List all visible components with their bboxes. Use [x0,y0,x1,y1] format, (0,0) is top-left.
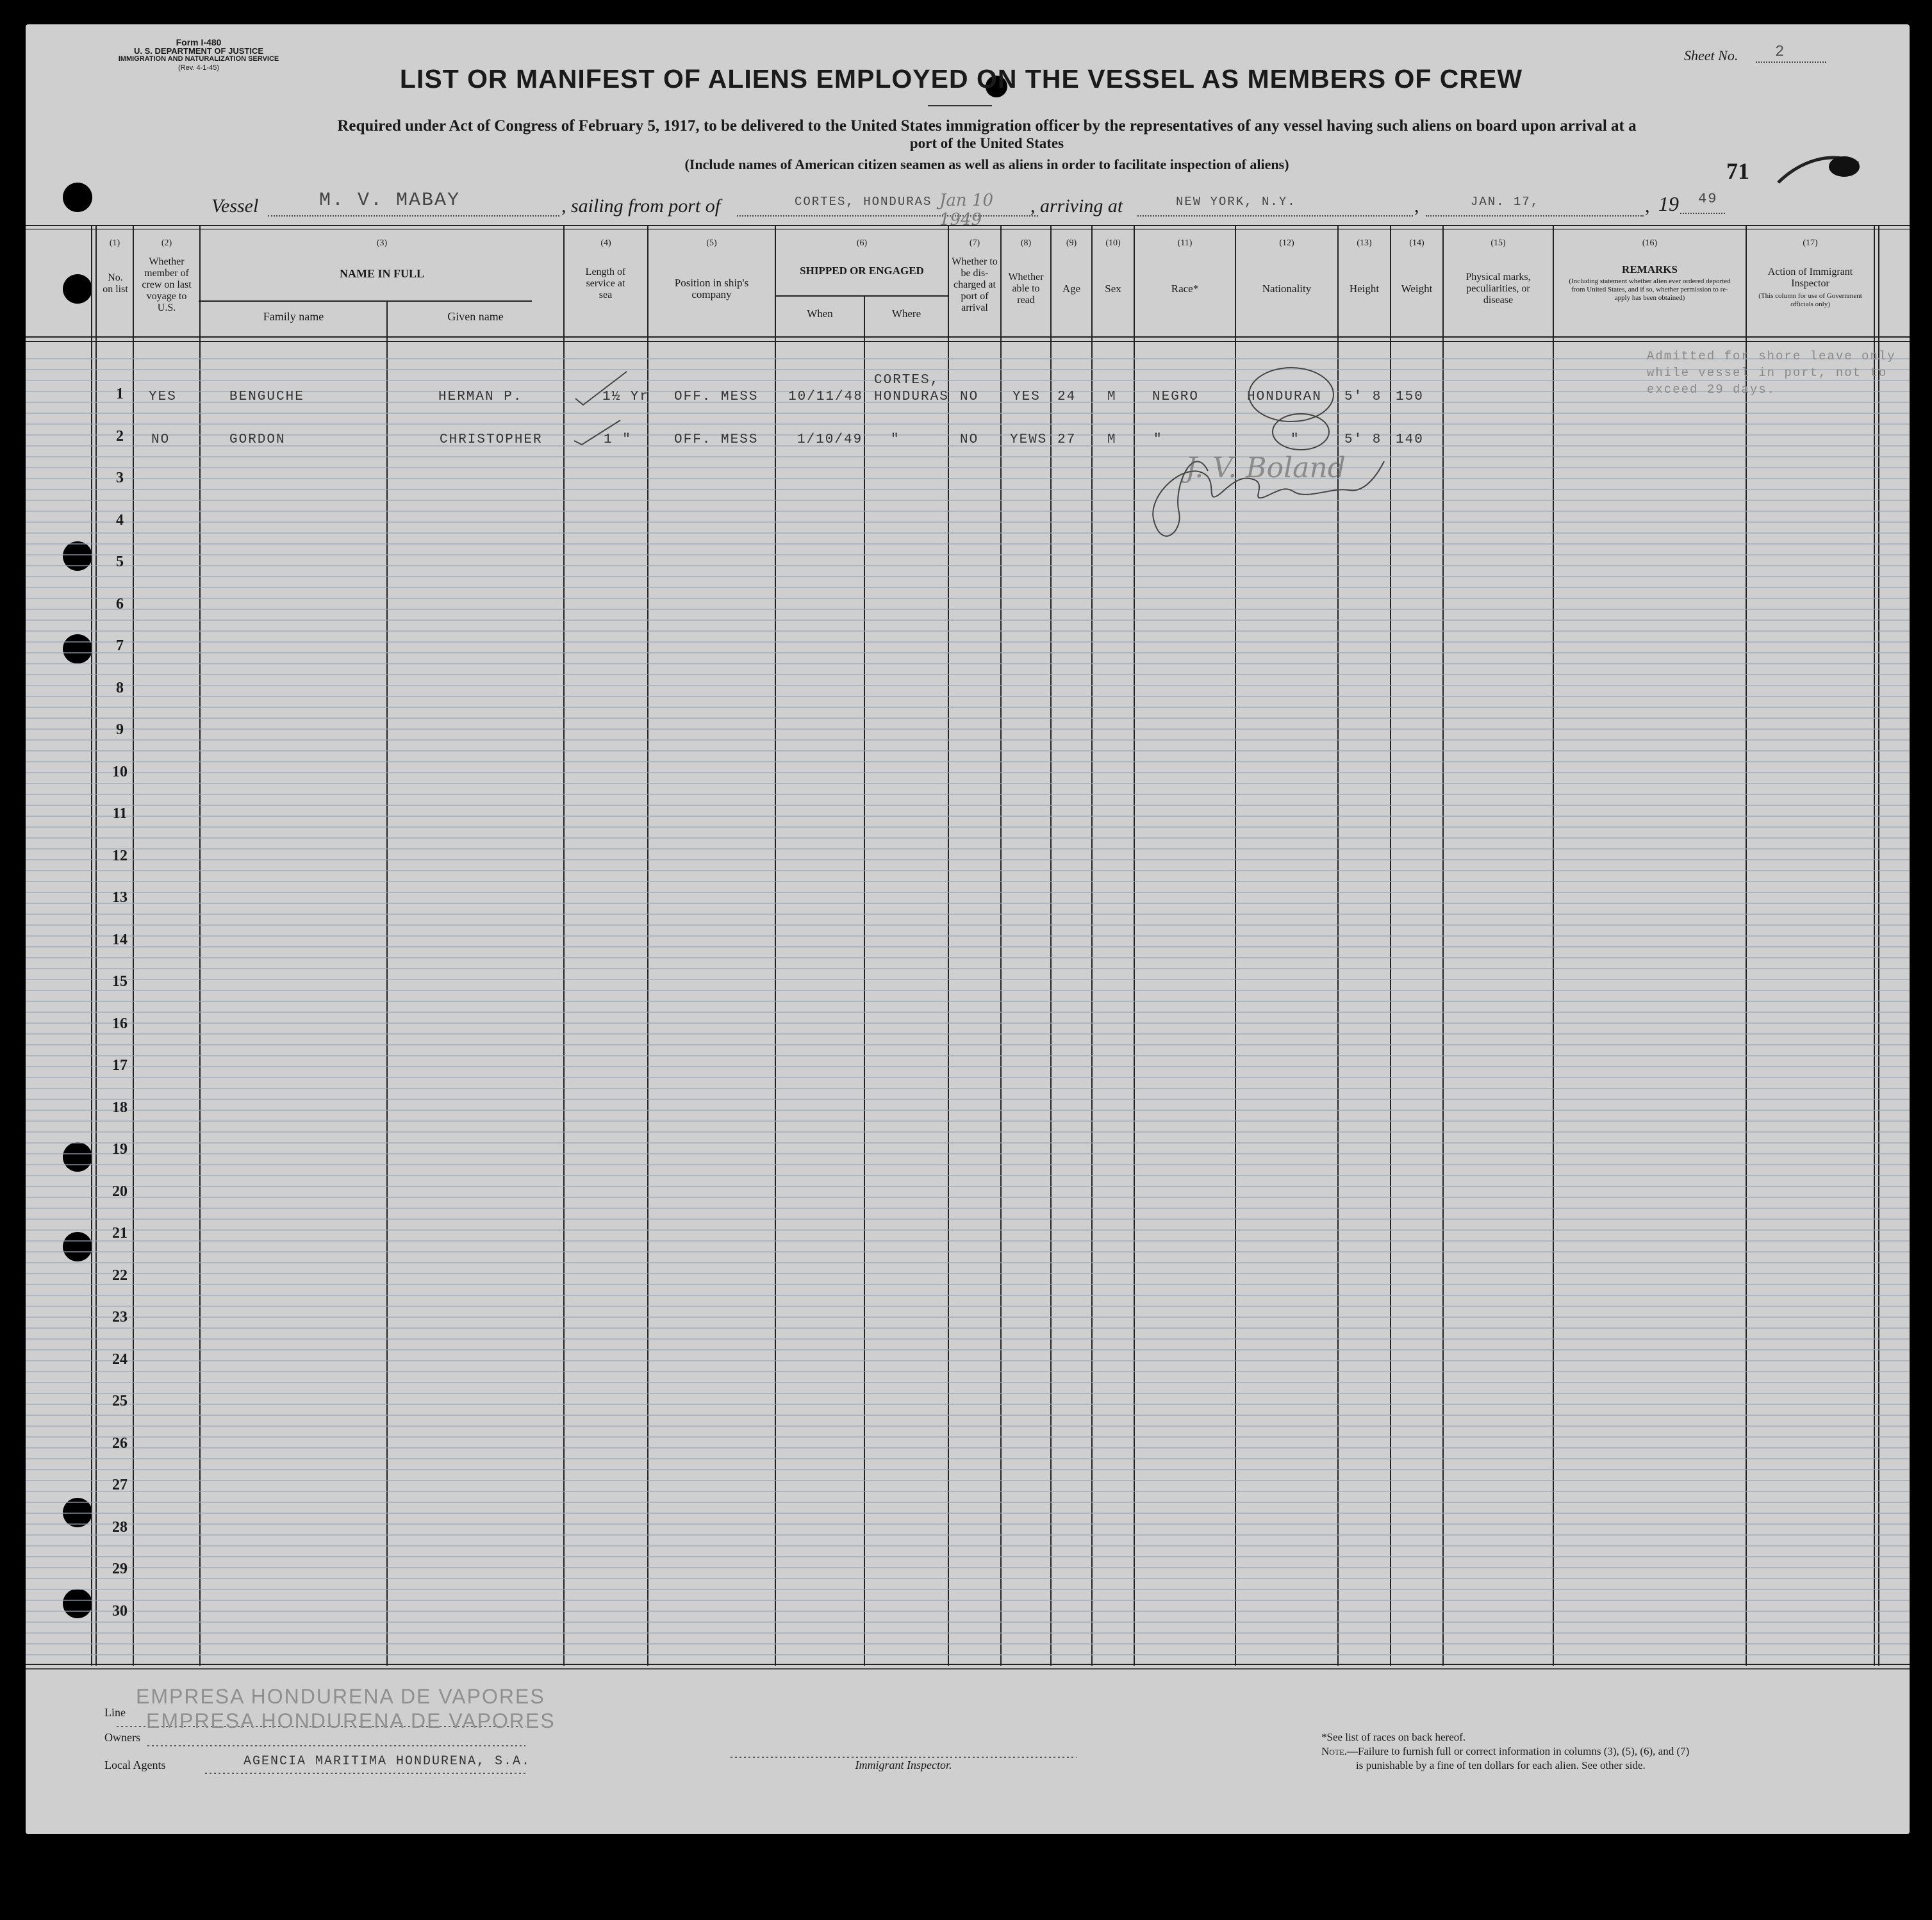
line-value: EMPRESA HONDURENA DE VAPORES [136,1685,545,1708]
row-number: 17 [112,1057,128,1074]
sheet-label: Sheet No. [1684,47,1738,63]
col-3b-header: Given name [447,310,504,323]
col-7-header: Whether to be dis- charged at port of arrival [952,256,998,313]
col-2-number: (2) [161,238,172,248]
row-number: 15 [112,973,128,990]
col-11-number: (11) [1177,238,1193,248]
row-number: 26 [112,1434,128,1452]
arriving-port: NEW YORK, N.Y. [1176,195,1296,209]
row-2-service: 1 " [604,432,632,447]
row-number: 13 [112,889,128,906]
row-2-family-name: GORDON [229,432,286,447]
comma-separator: , [1414,195,1419,217]
col-12-number: (12) [1279,238,1294,248]
row-2-where: " [891,432,900,447]
col-11-header: Race* [1171,283,1199,295]
note-text: —Failure to furnish full or correct information in columns (3), (5), (6), and (7) [1346,1745,1690,1757]
row-2-position: OFF. MESS [674,432,759,447]
row-number: 5 [116,554,124,570]
col-2-header: Whether member of crew on last voyage to U.S. [142,256,192,313]
row-1-given-name: HERMAN P. [438,390,523,404]
col-16-number: (16) [1642,238,1658,248]
col-10-number: (10) [1105,238,1121,248]
page-number: 71 [1726,158,1749,184]
col-4-number: (4) [600,238,611,248]
col-13-number: (13) [1357,238,1372,248]
row-number: 4 [116,511,124,529]
col-3-number: (3) [376,238,388,248]
col-9-header: Age [1062,283,1081,295]
row-number: 11 [112,805,128,822]
col-6a-header: When [807,308,833,320]
col-7-number: (7) [969,238,980,248]
col-14-header: Weight [1401,283,1433,295]
row-1-service: 1½ Yr [602,390,650,404]
remark-line-3: exceed 29 days. [1647,382,1776,397]
row-2-when: 1/10/49 [797,432,863,447]
row-2-nationality: " [1291,432,1300,447]
row-2-weight: 140 [1396,432,1424,447]
col-17-header: Action of Immigrant Inspector [1767,267,1853,289]
note-label: Note. [1321,1745,1347,1757]
local-agents-value: AGENCIA MARITIMA HONDURENA, S.A. [244,1754,531,1769]
local-agents-label: Local Agents [104,1759,166,1771]
sailing-port: CORTES, HONDURAS [795,195,932,209]
col-3a-header: Family name [263,310,324,323]
row-number: 30 [112,1602,128,1620]
penalty-note-line-1 [1321,1745,1689,1758]
row-number: 12 [112,847,128,864]
races-note: *See list of races on back hereof. [1321,1731,1466,1743]
circle-mark [1273,414,1329,450]
col-6-number: (6) [856,238,868,248]
row-2-discharged: NO [960,432,979,447]
col-6b-header: Where [891,308,921,320]
row-number: 16 [112,1015,128,1032]
col-14-number: (14) [1409,238,1424,248]
row-1-where-2: HONDURAS [874,390,949,404]
comma-separator: , [1645,195,1650,217]
col-8-number: (8) [1020,238,1032,248]
year-prefix: 19 [1658,192,1679,215]
col-17-note: (This column for use of Government officials only) [1758,292,1862,308]
col-8-header: Whether able to read [1008,272,1044,306]
row-1-nationality: HONDURAN [1247,390,1322,404]
row-number: 14 [112,931,128,948]
owners-label: Owners [104,1731,140,1744]
row-number: 19 [112,1141,128,1158]
row-number: 29 [112,1561,128,1577]
check-mark [574,420,620,445]
row-number: 22 [112,1267,128,1284]
page-title: LIST OR MANIFEST OF ALIENS EMPLOYED ON THE VESSEL AS MEMBERS OF CREW [399,64,1523,94]
subtitle-line-1: Required under Act of Congress of February 5, 1917, to be delivered to the United States immigration officer by the representatives of any vessel having such aliens on board upon arrival at a [337,117,1637,135]
year-value: 49 [1698,191,1718,207]
penalty-note-line-2: is punishable by a fine of ten dollars for each alien. See other side. [1356,1759,1646,1771]
col-4-header: Length of service at sea [585,267,626,300]
row-1-read: YES [1012,390,1041,404]
row-1-family-name: BENGUCHE [229,390,304,404]
owners-value: EMPRESA HONDURENA DE VAPORES [146,1709,556,1732]
row-2-read: YEWS [1010,432,1048,447]
row-2-given-name: CHRISTOPHER [440,432,543,447]
row-number: 9 [116,721,124,738]
row-1-discharged: NO [960,390,979,404]
check-mark [575,372,627,405]
row-number: 27 [112,1477,128,1493]
circle-mark [1249,368,1333,422]
row-number: 10 [112,763,128,780]
vessel-name: M. V. MABAY [319,190,461,211]
col-1-number: (1) [109,238,120,248]
form-number: Form I-480 [176,37,222,47]
col-9-number: (9) [1066,238,1077,248]
row-number: 18 [112,1099,128,1116]
row-number: 20 [112,1183,128,1200]
row-2-height: 5' 8 [1344,432,1382,447]
row-number: 28 [112,1518,128,1536]
col-6-header: SHIPPED OR ENGAGED [800,265,924,277]
col-16-header: REMARKS [1622,263,1678,275]
col-5-header: Position in ship's company [674,277,749,300]
remark-line-1: Admitted for shore leave only [1647,349,1896,363]
row-1-where-1: CORTES, [874,373,940,388]
col-5-number: (5) [706,238,717,248]
col-16-note: (Including statement whether alien ever ordered deported from United States, and if so, whether permission to re-apply has been obtained) [1569,277,1731,302]
vessel-label: Vessel [211,195,259,217]
row-1-position: OFF. MESS [674,390,759,404]
col-13-header: Height [1349,283,1380,295]
arriving-label: , arriving at [1030,195,1123,217]
row-number: 25 [112,1393,128,1409]
row-number: 21 [112,1225,128,1242]
row-number: 6 [116,595,124,612]
row-number: 3 [116,470,124,486]
col-15-header: Physical marks, peculiarities, or disease [1466,272,1531,306]
row-1-height: 5' 8 [1344,390,1382,404]
row-1-weight: 150 [1396,390,1424,404]
revision-date: (Rev. 4-1-45) [178,64,219,72]
row-2-race: " [1153,432,1163,447]
row-2-last-voyage: NO [151,432,170,447]
row-number: 8 [116,679,124,696]
col-17-number: (17) [1803,238,1818,248]
immigrant-inspector-label: Immigrant Inspector. [855,1759,952,1771]
sailing-label: , sailing from port of [561,195,721,217]
row-number: 1 [116,386,124,402]
arrival-date: JAN. 17, [1471,195,1540,209]
department-line: U. S. DEPARTMENT OF JUSTICE [134,46,263,56]
row-1-when: 10/11/48 [788,390,863,404]
col-10-header: Sex [1105,283,1121,295]
subtitle-line-2: port of the United States [909,135,1064,151]
row-number: 7 [116,637,124,654]
row-number: 23 [112,1309,128,1325]
row-number: 2 [116,427,124,445]
sheet-number: 2 [1775,44,1786,61]
row-1-sex: M [1107,390,1117,404]
row-2-sex: M [1107,432,1117,447]
col-3-header: NAME IN FULL [339,267,424,280]
col-15-number: (15) [1490,238,1506,248]
row-1-race: NEGRO [1152,390,1200,404]
remark-line-2: while vessel in port, not to [1647,366,1888,380]
col-12-header: Nationality [1262,283,1312,295]
row-1-last-voyage: YES [149,390,177,404]
subtitle-note: (Include names of American citizen seamen as well as aliens in order to facilitate inspection of aliens) [684,156,1289,172]
col-1-header: No. on list [103,272,128,295]
sailing-date-handwritten: Jan 10 1949 [939,191,994,229]
signature: J. V. Boland [1185,452,1346,484]
service-line: IMMIGRATION AND NATURALIZATION SERVICE [118,55,279,63]
row-1-age: 24 [1057,390,1077,404]
line-label: Line [104,1706,126,1719]
row-number: 24 [112,1350,128,1368]
row-2-age: 27 [1057,432,1077,447]
